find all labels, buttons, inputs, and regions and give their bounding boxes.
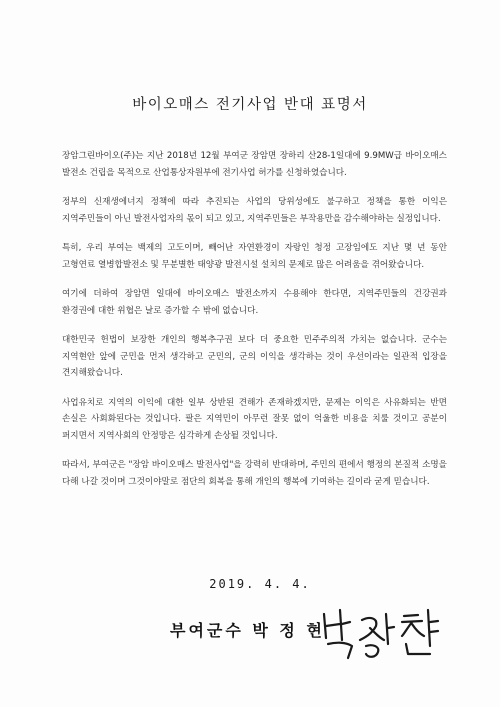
paragraph-6: 사업유치로 지역의 이익에 대한 일부 상반된 견해가 존재하겠지만, 문제는 이익은 사유화되는 반면 손실은 사회화된다는 것입니다. 팔은 지역민이 아무런 잘못 없이 억울한 비용을 치룰 것이고 공분이 퍼지면서 지역사회의 안정망은 심각하게 손상될 것입니다. [62,397,447,441]
document-body [62,148,447,503]
paragraph-7: 따라서, 부여군은 "장암 바이오매스 발전사업"을 강력히 반대하며, 주민의 편에서 행정의 본질적 소명을 다해 나갈 것이며 그것이야말로 점단의 회복을 통해 개인의 행복에 기여하는 길이라 굳게 믿습니다. [62,460,447,487]
signer-name: 부여군수 박 정 현 [170,621,325,640]
paragraph-4: 여기에 더하여 장암면 일대에 바이오매스 발전소까지 수용해야 한다면, 지역주민들의 건강권과 환경권에 대한 위협은 날로 증가할 수 밖에 없습니다. [62,289,447,316]
document-title: 바이오매스 전기사업 반대 표명서 [132,97,368,113]
handwritten-signature [318,600,448,662]
paragraph-2: 정부의 신재생에너지 정책에 따라 추진되는 사업의 당위성에도 불구하고 정책을 통한 이익은 지역주민들이 아닌 발전사업자의 몫이 되고 있고, 지역주민들은 부작용만을 감수해야하는 실정입니다. [62,197,447,224]
document-date: 2019. 4. 4. [209,577,311,591]
paragraph-5: 대한민국 헌법이 보장한 개인의 행복추구권 보다 더 중요한 민주주의적 가치는 없습니다. 군수는 지역현안 앞에 군민을 먼저 생각하고 군민의, 군의 이익을 생각하는 것이 우선이라는 일관적 입장을 견지해왔습니다. [62,335,447,378]
paragraph-1: 장암그린바이오(주)는 지난 2018년 12월 부여군 장암면 장하리 산28-1일대에 9.9MW급 바이오매스 발전소 건립을 목적으로 산업통상자원부에 전기사업 허가를 신청하였습니다. [62,151,447,178]
paragraph-3: 특히, 우리 부여는 백제의 고도이며, 빼어난 자연환경이 자랑인 청정 고장임에도 지난 몇 년 동안 고형연료 열병합발전소 및 무분별한 태양광 발전시설 설치의 문제로 많은 어려움을 겪어왔습니다. [62,243,447,270]
